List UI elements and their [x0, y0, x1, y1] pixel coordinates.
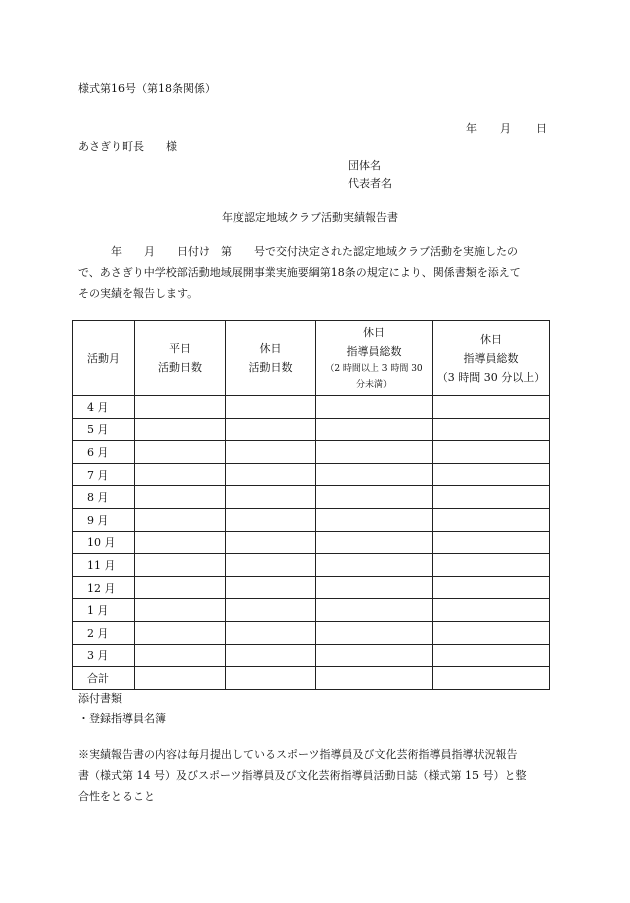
value-cell[interactable] [135, 531, 226, 554]
value-cell[interactable] [316, 418, 433, 441]
value-cell[interactable] [226, 396, 316, 419]
table-row [73, 621, 550, 644]
month-cell: 6 月 [73, 441, 135, 464]
note-line: ※実績報告書の内容は毎月提出しているスポーツ指導員及び文化芸術指導員指導状況報告 [78, 748, 518, 761]
table-row [73, 667, 550, 690]
header-holiday-days: 休日 活動日数 [226, 321, 316, 396]
document-title: 年度認定地域クラブ活動実績報告書 [222, 211, 398, 224]
month-cell: 合計 [73, 667, 135, 690]
table-row [73, 441, 550, 464]
value-cell[interactable] [316, 508, 433, 531]
value-cell[interactable] [226, 644, 316, 667]
header-month: 活動月 [73, 321, 135, 396]
month-cell: 2 月 [73, 621, 135, 644]
value-cell[interactable] [316, 463, 433, 486]
table-row [73, 463, 550, 486]
attachment-item: ・登録指導員名簿 [78, 712, 166, 725]
value-cell[interactable] [135, 667, 226, 690]
value-cell[interactable] [316, 396, 433, 419]
value-cell[interactable] [135, 554, 226, 577]
representative-label: 代表者名 [348, 177, 392, 190]
table-row [73, 554, 550, 577]
value-cell[interactable] [226, 418, 316, 441]
value-cell[interactable] [316, 486, 433, 509]
value-cell[interactable] [316, 554, 433, 577]
group-name-label: 団体名 [348, 159, 381, 172]
value-cell[interactable] [135, 644, 226, 667]
value-cell[interactable] [433, 644, 550, 667]
table-row [73, 531, 550, 554]
value-cell[interactable] [226, 667, 316, 690]
table-row [73, 599, 550, 622]
note-line: 合性をとること [78, 790, 155, 803]
month-cell: 10 月 [73, 531, 135, 554]
value-cell[interactable] [226, 463, 316, 486]
month-cell: 1 月 [73, 599, 135, 622]
value-cell[interactable] [433, 418, 550, 441]
value-cell[interactable] [135, 621, 226, 644]
table-row [73, 396, 550, 419]
value-cell[interactable] [316, 441, 433, 464]
value-cell[interactable] [316, 599, 433, 622]
table-row [73, 418, 550, 441]
value-cell[interactable] [316, 644, 433, 667]
date-year: 年 [466, 122, 477, 135]
value-cell[interactable] [316, 576, 433, 599]
value-cell[interactable] [433, 531, 550, 554]
header-holiday-instructors-long: 休日 指導員総数 （3 時間 30 分以上） [433, 321, 550, 396]
value-cell[interactable] [135, 576, 226, 599]
value-cell[interactable] [316, 667, 433, 690]
value-cell[interactable] [433, 508, 550, 531]
value-cell[interactable] [316, 531, 433, 554]
value-cell[interactable] [316, 621, 433, 644]
body-line: その実績を報告します。 [78, 287, 199, 300]
value-cell[interactable] [226, 599, 316, 622]
month-cell: 4 月 [73, 396, 135, 419]
value-cell[interactable] [226, 508, 316, 531]
value-cell[interactable] [433, 667, 550, 690]
value-cell[interactable] [226, 576, 316, 599]
note-text [78, 744, 548, 807]
table-row [73, 644, 550, 667]
header-weekday-days: 平日 活動日数 [135, 321, 226, 396]
month-cell: 11 月 [73, 554, 135, 577]
table-row [73, 508, 550, 531]
table-header-row [73, 321, 550, 396]
value-cell[interactable] [135, 441, 226, 464]
month-cell: 12 月 [73, 576, 135, 599]
value-cell[interactable] [135, 486, 226, 509]
date-day: 日 [536, 122, 547, 135]
month-cell: 3 月 [73, 644, 135, 667]
value-cell[interactable] [135, 396, 226, 419]
value-cell[interactable] [433, 576, 550, 599]
month-cell: 7 月 [73, 463, 135, 486]
month-cell: 8 月 [73, 486, 135, 509]
value-cell[interactable] [433, 599, 550, 622]
value-cell[interactable] [433, 486, 550, 509]
value-cell[interactable] [226, 486, 316, 509]
body-text [78, 241, 548, 304]
value-cell[interactable] [433, 554, 550, 577]
value-cell[interactable] [433, 621, 550, 644]
addressee: あさぎり町長 様 [78, 140, 177, 153]
value-cell[interactable] [433, 441, 550, 464]
value-cell[interactable] [135, 418, 226, 441]
activity-report-table [72, 320, 550, 690]
header-holiday-instructors-short: 休日 指導員総数 （2 時間以上 3 時間 30 分未満） [316, 321, 433, 396]
month-cell: 5 月 [73, 418, 135, 441]
value-cell[interactable] [226, 554, 316, 577]
value-cell[interactable] [433, 463, 550, 486]
note-line: 書（様式第 14 号）及びスポーツ指導員及び文化芸術指導員活動日誌（様式第 15 号）と整 [78, 769, 527, 782]
date-month: 月 [500, 122, 511, 135]
value-cell[interactable] [135, 508, 226, 531]
attachments-label: 添付書類 [78, 692, 122, 705]
value-cell[interactable] [226, 441, 316, 464]
form-number: 様式第16号（第18条関係） [78, 82, 216, 95]
value-cell[interactable] [433, 396, 550, 419]
body-line: で、あさぎり中学校部活動地域展開事業実施要綱第18条の規定により、関係書類を添えて [78, 266, 521, 279]
value-cell[interactable] [135, 599, 226, 622]
month-cell: 9 月 [73, 508, 135, 531]
value-cell[interactable] [226, 531, 316, 554]
body-line: 年 月 日付け 第 号で交付決定された認定地域クラブ活動を実施したの [78, 245, 518, 258]
table-row [73, 576, 550, 599]
table-row [73, 486, 550, 509]
value-cell[interactable] [226, 621, 316, 644]
value-cell[interactable] [135, 463, 226, 486]
